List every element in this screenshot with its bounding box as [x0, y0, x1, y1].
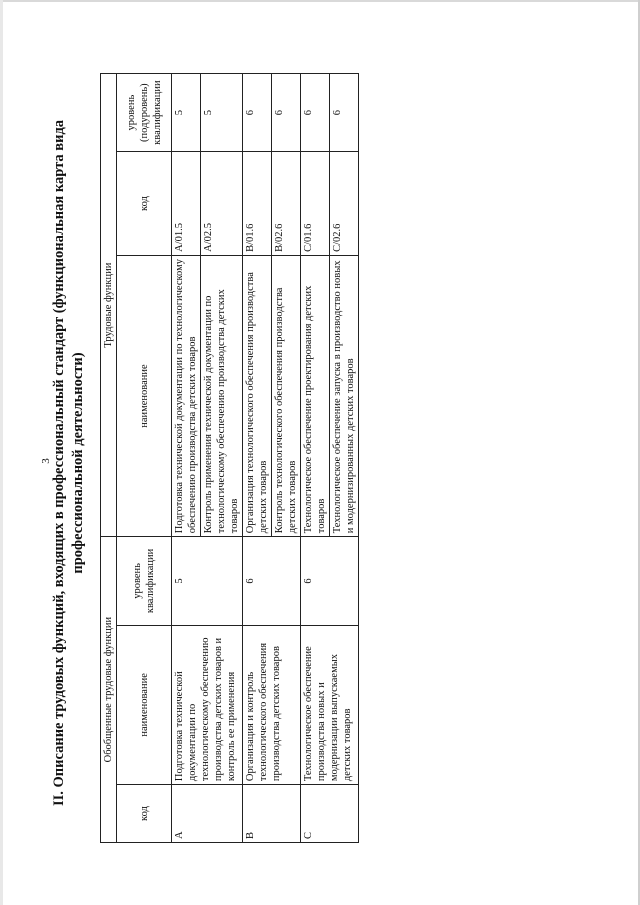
function-level: 6 — [272, 74, 301, 152]
function-code: A/02.5 — [201, 152, 243, 256]
header-generalized-functions: Обобщенные трудовые функции — [101, 537, 117, 843]
section-title-line2: профессиональной деятельности) — [70, 352, 86, 574]
function-code: B/02.6 — [272, 152, 301, 256]
function-name: Технологическое обеспечение проектирования детских товаров — [301, 255, 330, 536]
function-name: Технологическое обеспечение запуска в производство новых и модернизированных детских товаров — [330, 255, 359, 536]
header-function-code: код — [117, 152, 172, 256]
functional-map-table — [100, 73, 359, 843]
table-row — [172, 74, 201, 843]
header-name: наименование — [117, 625, 172, 784]
function-name: Организация технологического обеспечения производства детских товаров — [243, 255, 272, 536]
row-level: 6 — [301, 537, 359, 625]
function-code: A/01.5 — [172, 152, 201, 256]
table-row — [301, 74, 330, 843]
section-title — [50, 48, 88, 878]
function-code: B/01.6 — [243, 152, 272, 256]
function-level: 6 — [330, 74, 359, 152]
function-level: 6 — [243, 74, 272, 152]
row-name: Технологическое обеспечение производства новых и модернизации выпускаемых детских товаров — [301, 625, 359, 784]
section-title-line1: II. Описание трудовых функций, входящих в профессиональный стандарт (функциональная карта вида — [51, 119, 67, 807]
function-name: Подготовка технической документации по технологическому обеспечению производства детских товаров — [172, 255, 201, 536]
row-code: A — [172, 785, 243, 843]
table-row — [243, 74, 272, 843]
function-name: Контроль технологического обеспечения производства детских товаров — [272, 255, 301, 536]
row-level: 6 — [243, 537, 301, 625]
page-number: 3 — [40, 458, 52, 464]
function-code: C/01.6 — [301, 152, 330, 256]
row-level: 5 — [172, 537, 243, 625]
row-name: Организация и контроль технологического обеспечения производства детских товаров — [243, 625, 301, 784]
function-level: 5 — [201, 74, 243, 152]
function-level: 5 — [172, 74, 201, 152]
function-level: 6 — [301, 74, 330, 152]
scan-edge-top — [0, 0, 640, 2]
rotated-content — [50, 48, 640, 878]
header-code: код — [117, 785, 172, 843]
header-function-name: наименование — [117, 255, 172, 536]
row-code: B — [243, 785, 301, 843]
header-function-level: уровень (подуровень) квалификации — [117, 74, 172, 152]
header-level: уровень квалификации — [117, 537, 172, 625]
row-name: Подготовка технической документации по технологическому обеспечению производства детских товаров и контроль ее применения — [172, 625, 243, 784]
function-code: C/02.6 — [330, 152, 359, 256]
scan-edge-left — [0, 0, 3, 905]
row-code: C — [301, 785, 359, 843]
function-name: Контроль применения технической документации по технологическому обеспечению производства детских товаров — [201, 255, 243, 536]
header-labor-functions: Трудовые функции — [101, 74, 117, 537]
